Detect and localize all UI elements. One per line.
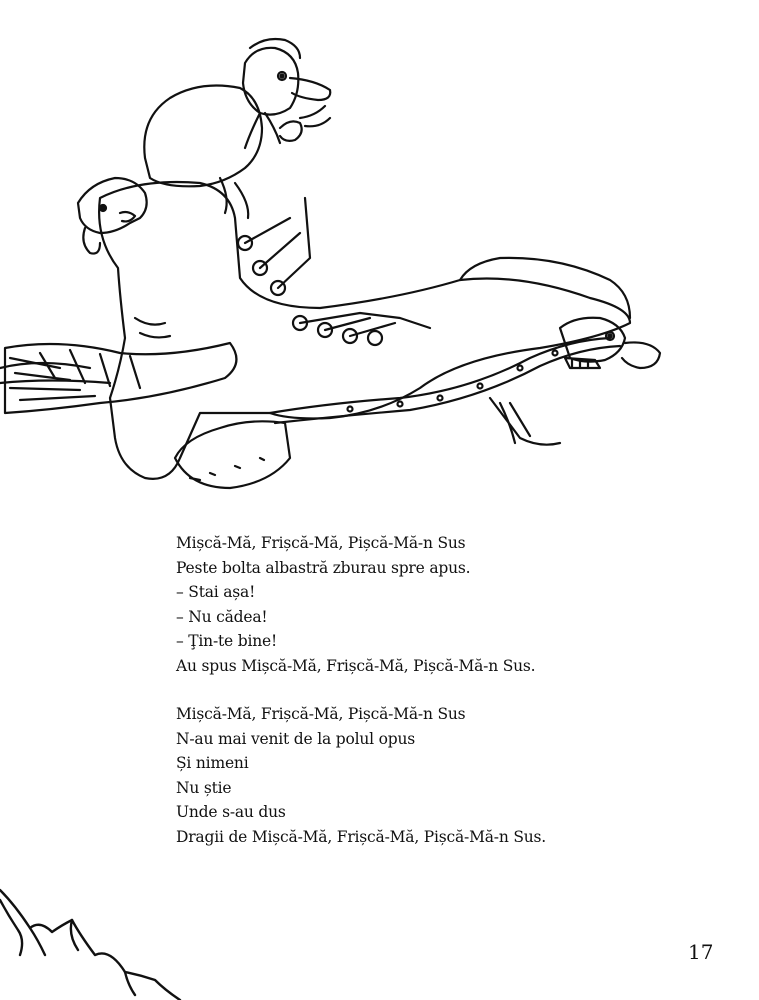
peeking-creature-drawing [78, 178, 147, 254]
stanza [176, 531, 646, 678]
poem-line: N-au mai venit de la polul opus [176, 729, 416, 748]
poem-line: Au spus Mișcă-Mă, Frișcă-Mă, Pișcă-Mă-n Sus. [176, 656, 536, 675]
flying-boot-illustration [0, 18, 680, 508]
poem-line: – Nu cădea! [176, 607, 268, 626]
poem-line: Și nimeni [176, 754, 249, 772]
poem-line: Peste bolta albastră zburau spre apus. [176, 558, 471, 577]
boot-drawing [99, 182, 630, 488]
tassel-drawing [490, 398, 560, 445]
page-number: 17 [688, 940, 714, 964]
poem-line: Nu știe [176, 778, 232, 797]
poem [176, 531, 646, 873]
poem-line: Mișcă-Mă, Frișcă-Mă, Pișcă-Mă-n Sus [176, 534, 466, 552]
poem-line: Dragii de Mișcă-Mă, Frișcă-Mă, Pișcă-Mă-n Sus. [176, 827, 547, 846]
cliff-drawing [0, 880, 200, 1000]
poem-line: – Ţin-te bine! [176, 632, 277, 650]
stanza [176, 702, 646, 849]
poem-line: Mișcă-Mă, Frișcă-Mă, Pișcă-Mă-n Sus [176, 705, 466, 723]
rider-creature-drawing [144, 39, 330, 218]
poem-line: – Stai așa! [176, 583, 256, 601]
wing-drawing [0, 343, 236, 413]
poem-line: Unde s-au dus [176, 803, 286, 821]
